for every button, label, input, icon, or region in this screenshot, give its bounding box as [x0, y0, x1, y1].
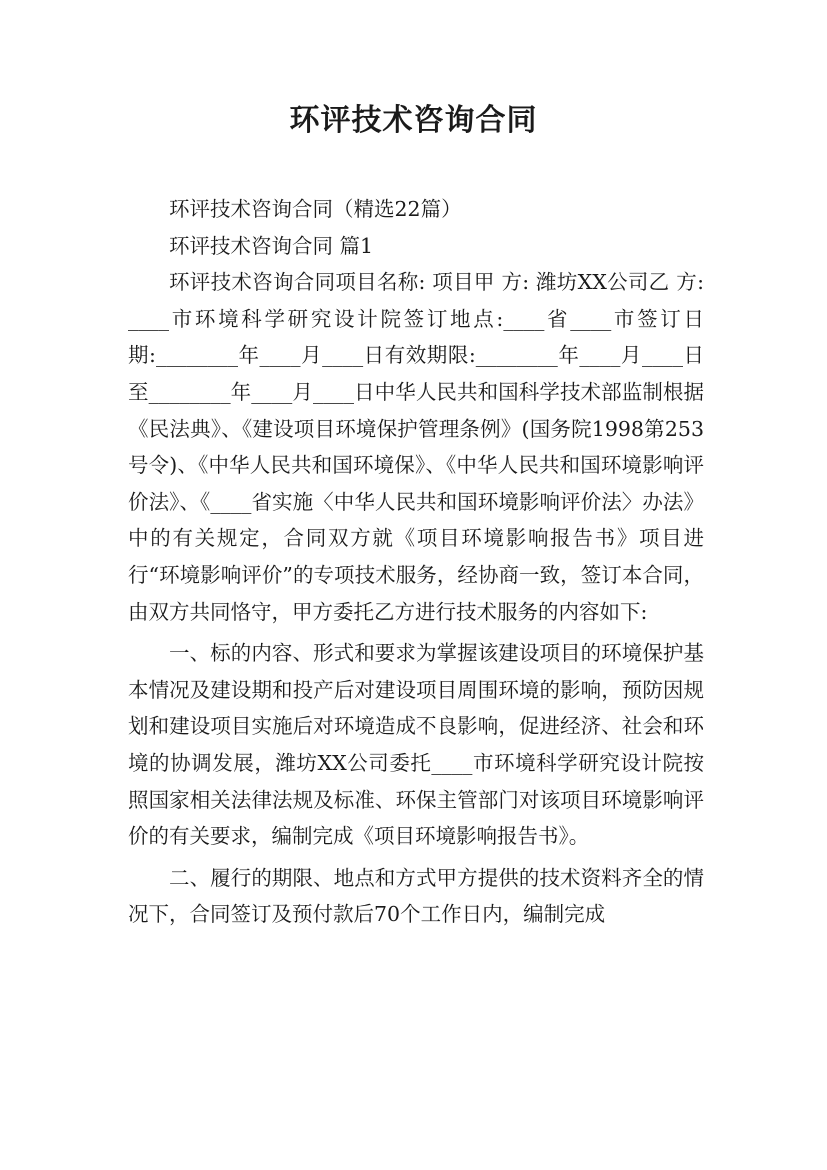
paragraph-section-two: 二、履行的期限、地点和方式甲方提供的技术资料齐全的情况下，合同签订及预付款后70个工作日内，编制完成 [128, 865, 704, 927]
document-title: 环评技术咨询合同 [289, 103, 538, 138]
paragraph-subtitle: 环评技术咨询合同（精选22篇） [169, 197, 462, 221]
document-body [128, 191, 704, 933]
paragraph-contract-intro: 环评技术咨询合同项目名称: 项目甲 方: 潍坊XX公司乙 方: ____市环境科学研究设计院签订地点:____省____市签订日期:________年____月____日有效期限:________年____月____日至________年____月____日中华人民共和国科学技术部监制根据《民法典》、《建设项目环境保护管理条例》(国务院1998第253号令)、《中华人民共和国环境保》、《中华人民共和国环境影响评价法》、《____省实施〈中华人民共和国环境影响评价法〉办法》中的有关规定，合同双方就《项目环境影响报告书》项目进行“环境影响评价”的专项技术服务，经协商一致，签订本合同，由双方共同恪守，甲方委托乙方进行技术服务的内容如下: [128, 270, 704, 624]
paragraph-part-heading: 环评技术咨询合同 篇1 [169, 233, 374, 258]
paragraph-section-one: 一、标的内容、形式和要求为掌握该建设项目的环境保护基本情况及建设期和投产后对建设项目周围环境的影响，预防因规划和建设项目实施后对环境造成不良影响，促进经济、社会和环境的协调发展，潍坊XX公司委托____市环境科学研究设计院按照国家相关法律法规及标准、环保主管部门对该项目环境影响评价的有关要求，编制完成《项目环境影响报告书》。 [128, 641, 704, 849]
